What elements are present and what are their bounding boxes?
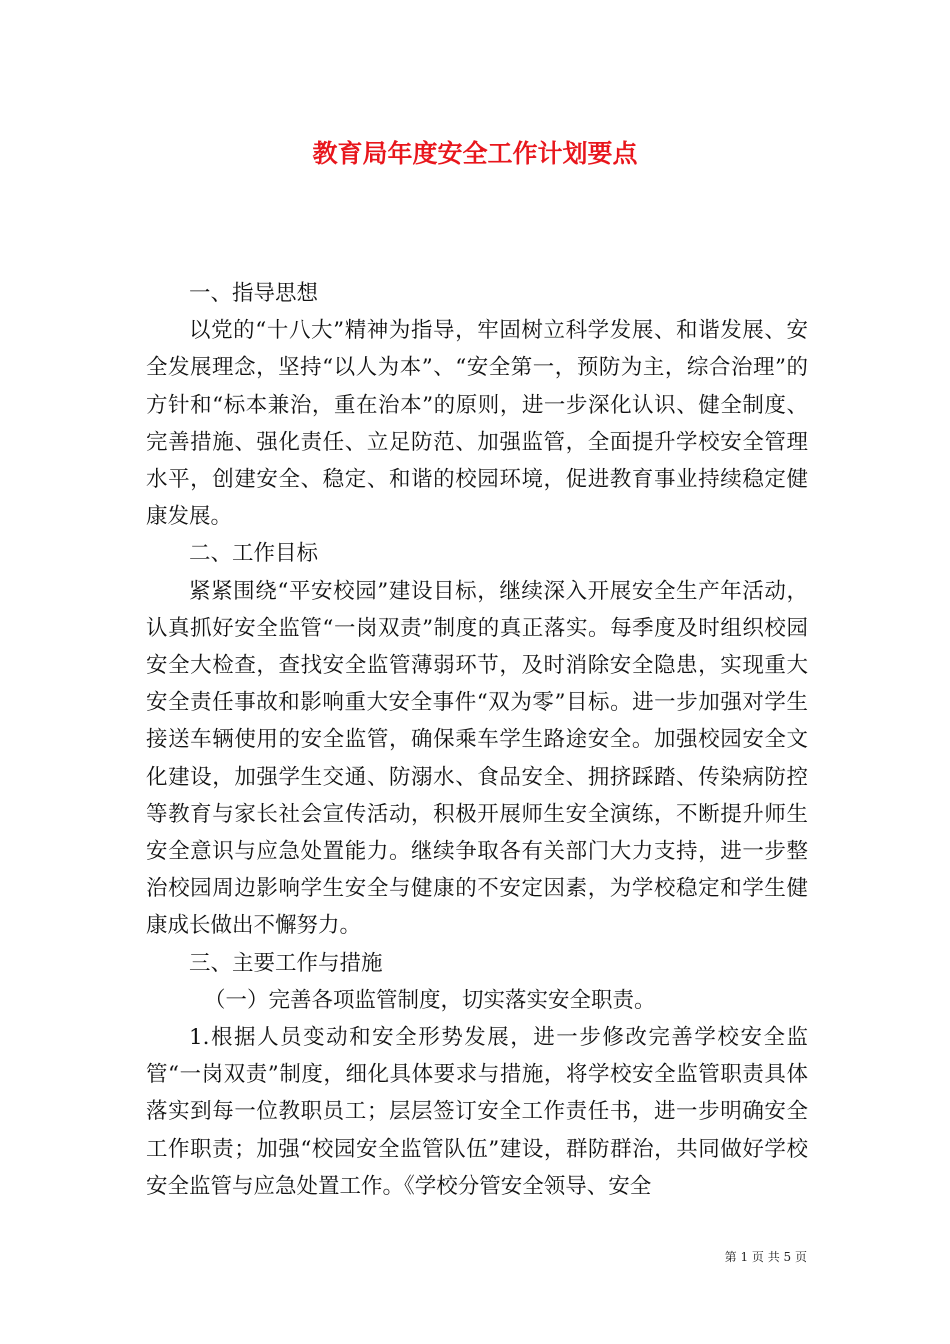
paragraph-item-1: 1.根据人员变动和安全形势发展，进一步修改完善学校安全监管“一岗双责”制度，细化具体要求与措施，将学校安全监管职责具体落实到每一位教职员工；层层签订安全工作责任书，进一步明确安全工作职责；加强“校园安全监管队伍”建设，群防群治，共同做好学校安全监管与应急处置工作。《学校分管安全领导、安全 <box>146 1025 808 1199</box>
subsection-heading-1: （一）完善各项监管制度，切实落实安全职责。 <box>204 987 656 1013</box>
page-number: 第 1 页 共 5 页 <box>724 1250 807 1264</box>
section-heading-2: 二、工作目标 <box>189 541 319 567</box>
document-body <box>146 275 808 1205</box>
section-heading-3: 三、主要工作与措施 <box>189 950 383 976</box>
paragraph-guiding-thought: 以党的“十八大”精神为指导，牢固树立科学发展、和谐发展、安全发展理念，坚持“以人为本”、“安全第一，预防为主，综合治理”的方针和“标本兼治，重在治本”的原则，进一步深化认识、健全制度、完善措施、强化责任、立足防范、加强监管，全面提升学校安全管理水平，创建安全、稳定、和谐的校园环境，促进教育事业持续稳定健康发展。 <box>146 318 808 530</box>
section-heading-1: 一、指导思想 <box>189 281 319 306</box>
document-title: 教育局年度安全工作计划要点 <box>312 139 638 168</box>
paragraph-work-goals: 紧紧围绕“平安校园”建设目标，继续深入开展安全生产年活动，认真抓好安全监管“一岗双责”制度的真正落实。每季度及时组织校园安全大检查，查找安全监管薄弱环节，及时消除安全隐患，实现重大安全责任事故和影响重大安全事件“双为零”目标。进一步加强对学生接送车辆使用的安全监管，确保乘车学生路途安全。加强校园安全文化建设，加强学生交通、防溺水、食品安全、拥挤踩踏、传染病防控等教育与家长社会宣传活动，积极开展师生安全演练，不断提升师生安全意识与应急处置能力。继续争取各有关部门大力支持，进一步整治校园周边影响学生安全与健康的不安定因素，为学校稳定和学生健康成长做出不懈努力。 <box>146 578 808 939</box>
